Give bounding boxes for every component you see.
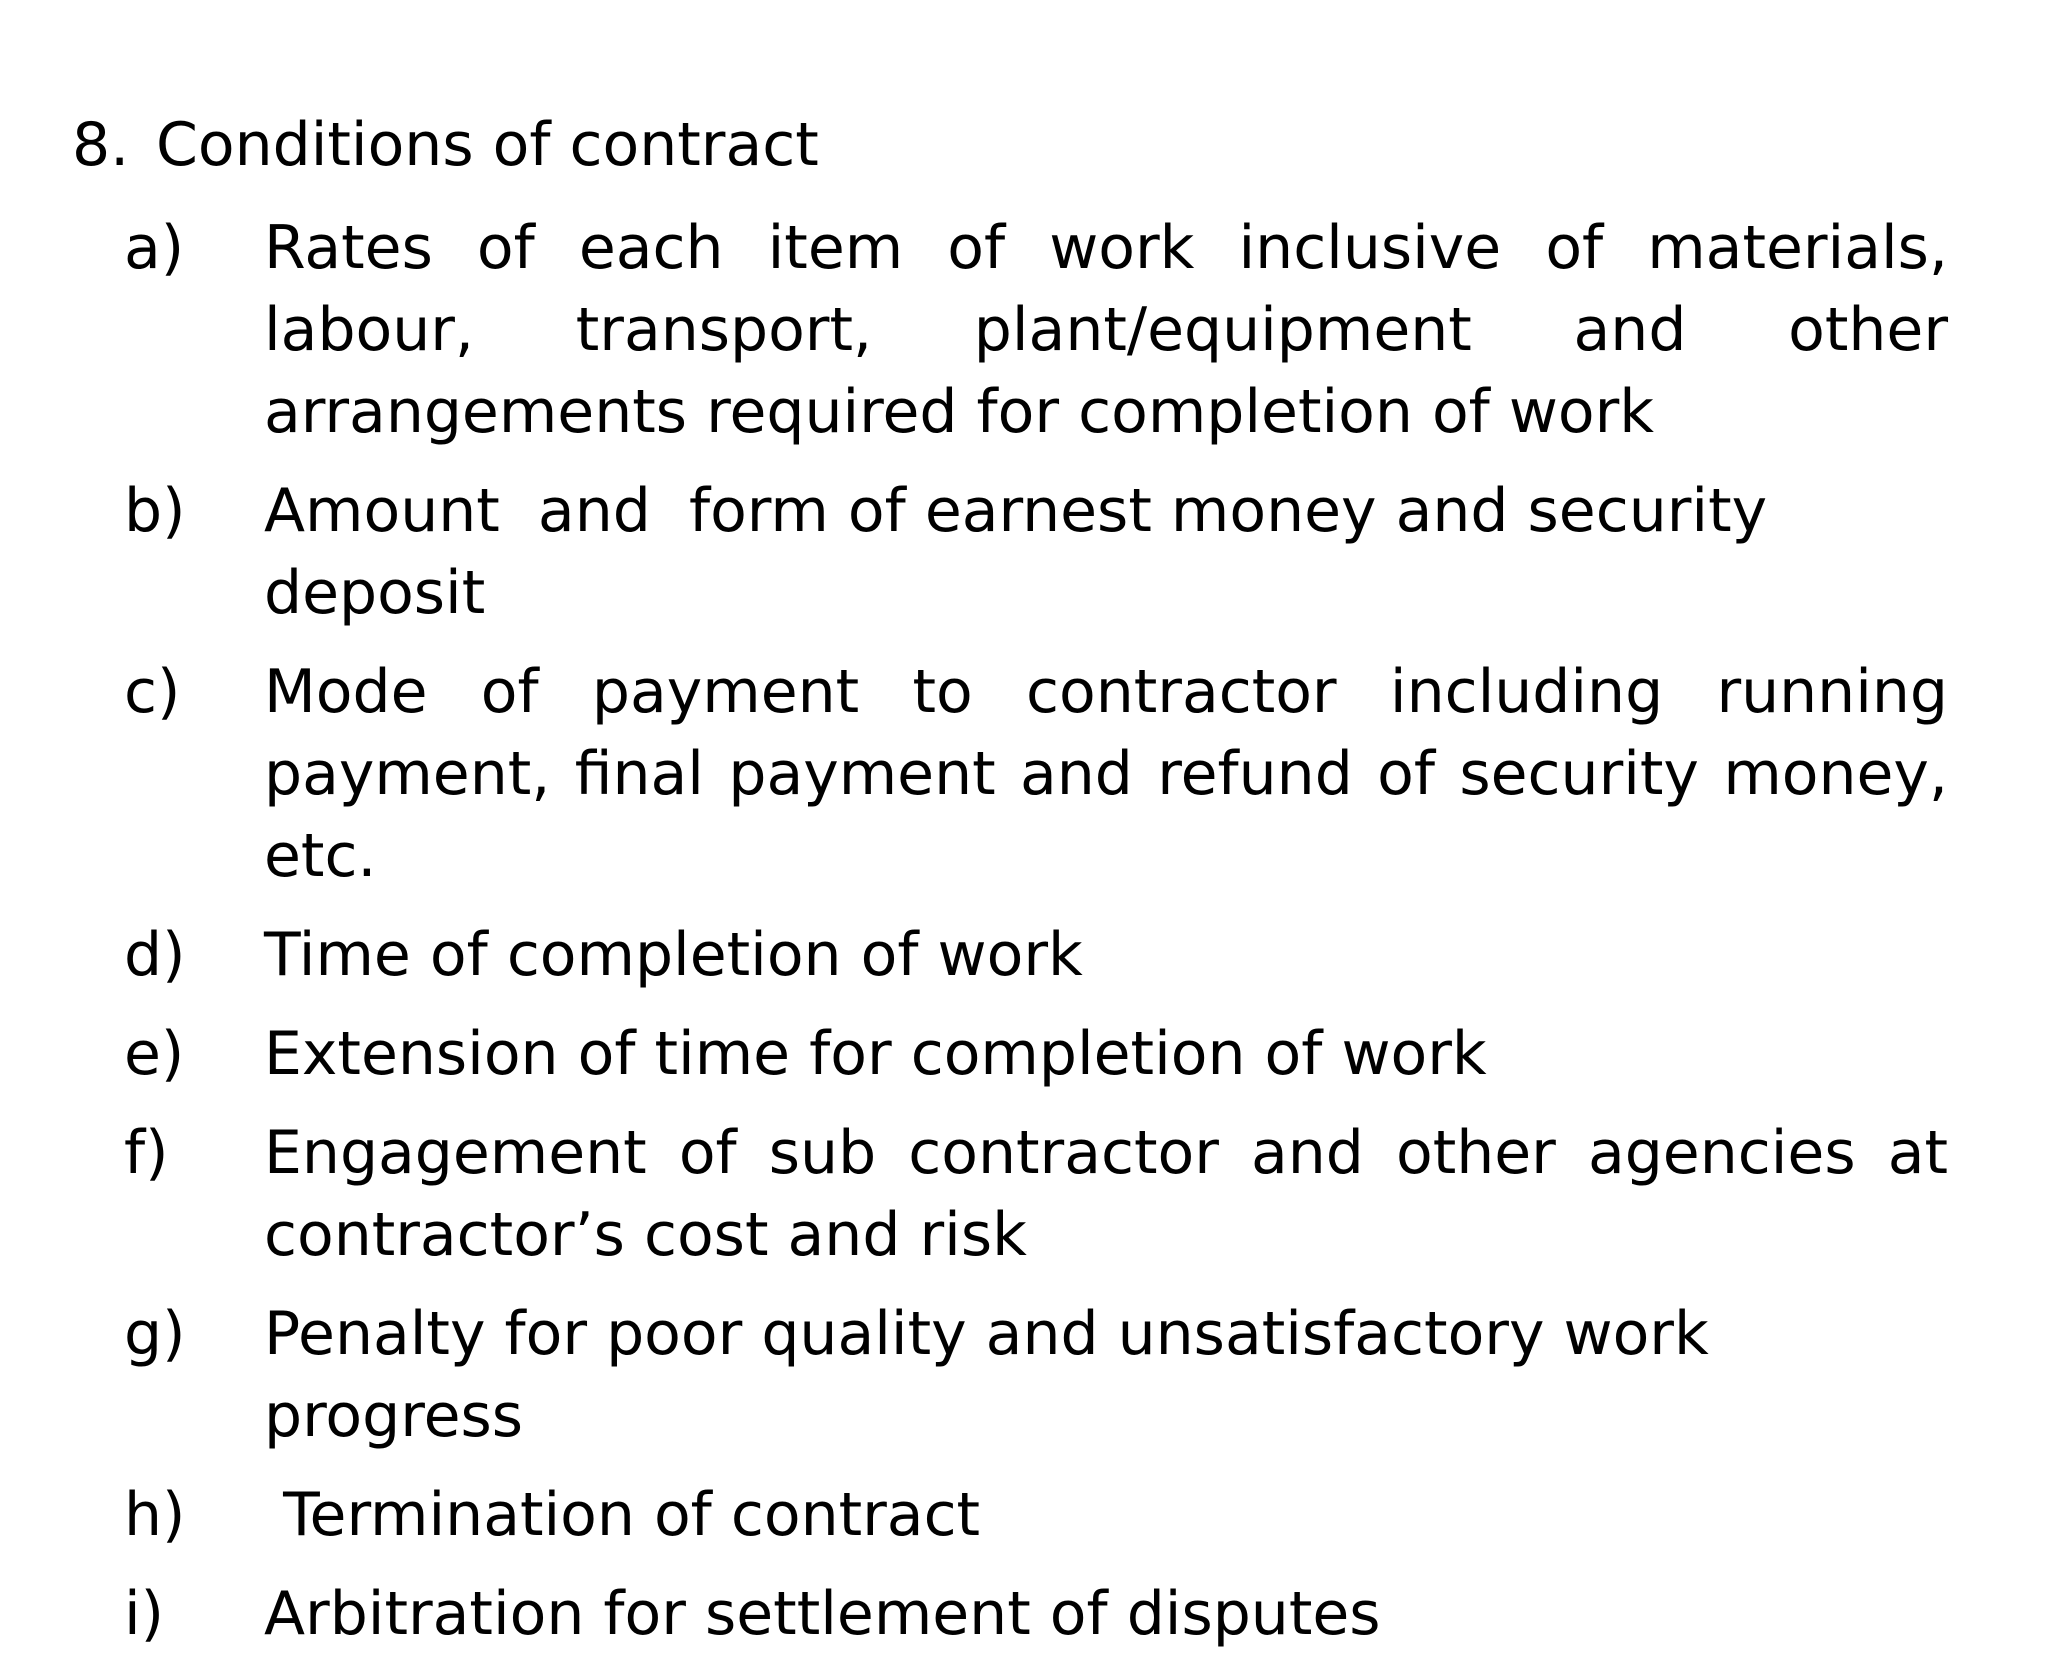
list-item-marker: b) [124, 476, 186, 546]
list-item-marker: f) [124, 1118, 169, 1188]
list-item [124, 207, 1968, 453]
list-item-text: Arbitration for settlement of disputes [264, 1579, 1381, 1649]
list-item [124, 1573, 1948, 1655]
list-item-marker: c) [124, 657, 181, 727]
list-item-text: Extension of time for completion of work [264, 1019, 1487, 1089]
list-item [124, 651, 1968, 897]
list-item [124, 1112, 1968, 1276]
conditions-list [124, 207, 1968, 1672]
list-item-marker: a) [124, 213, 185, 283]
list-item-marker: i) [124, 1579, 165, 1649]
section-number: 8. [72, 110, 130, 180]
list-item-text: Termination of contract [264, 1480, 981, 1550]
list-item-text: Rates of each item of work inclusive of materials, labour, transport, plant/equipment and other arrangements required for completion of work [264, 213, 1968, 447]
list-item-marker: e) [124, 1019, 185, 1089]
list-item-marker: h) [124, 1480, 186, 1550]
list-item [124, 470, 1948, 634]
list-item [124, 1293, 1948, 1457]
section-heading [72, 104, 819, 186]
list-item-marker: d) [124, 920, 186, 990]
list-item [124, 1474, 1948, 1556]
list-item-text: Penalty for poor quality and unsatisfactory work progress [264, 1299, 1728, 1451]
list-item-text: Amount and form of earnest money and security deposit [264, 476, 1787, 628]
list-item [124, 914, 1948, 996]
list-item-text: Time of completion of work [264, 920, 1083, 990]
section-title: Conditions of contract [156, 110, 819, 180]
list-item-marker: g) [124, 1299, 186, 1369]
list-item [124, 1013, 1948, 1095]
list-item-text: Mode of payment to contractor including running payment, final payment and refund of security money, etc. [264, 657, 1968, 891]
list-item-text: Engagement of sub contractor and other agencies at contractor’s cost and risk [264, 1118, 1968, 1270]
